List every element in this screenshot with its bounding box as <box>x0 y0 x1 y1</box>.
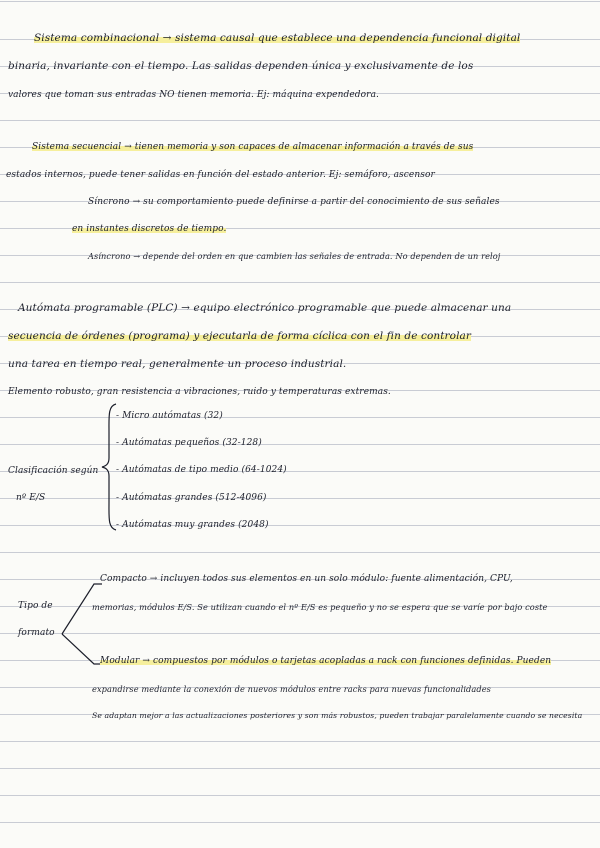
note-line <box>72 221 226 237</box>
note-line <box>92 599 547 615</box>
text-line: expandirse mediante la conexión de nuevos módulos entre racks para nuevas funcionalidades <box>92 684 491 694</box>
classification-item: - Micro autómatas (32) <box>116 411 223 421</box>
format-label: formato <box>18 628 55 638</box>
text-line: Asíncrono → depende del orden en que cambien las señales de entrada. No dependen de un reloj <box>88 251 501 261</box>
classification-item: - Autómatas grandes (512-4096) <box>116 493 267 503</box>
classification-item: - Autómatas pequeños (32-128) <box>116 438 262 448</box>
classification-item: - Autómatas muy grandes (2048) <box>116 520 269 530</box>
classification-item: - Autómatas de tipo medio (64-1024) <box>116 465 287 475</box>
note-line <box>100 653 551 669</box>
text-line: Sistema secuencial → tienen memoria y son capaces de almacenar información a través de sus <box>32 142 474 152</box>
text-line: Elemento robusto, gran resistencia a vibraciones, ruido y temperaturas extremas. <box>8 387 391 397</box>
note-line <box>8 58 473 74</box>
text-line: Autómata programable (PLC) → equipo electrónico programable que puede almacenar una <box>18 302 512 314</box>
text-line: Modular → compuestos por módulos o tarjetas acopladas a rack con funciones definidas. Pueden <box>100 656 552 666</box>
note-line <box>88 248 500 264</box>
note-line <box>32 139 473 155</box>
note-line <box>8 384 391 400</box>
note-line <box>18 300 511 316</box>
text-line: en instantes discretos de tiempo. <box>72 224 227 234</box>
note-line <box>6 167 435 183</box>
note-line <box>92 708 582 724</box>
note-line <box>8 356 346 372</box>
classification-label: Clasificación según <box>8 466 99 476</box>
text-line: Sistema combinacional → sistema causal que establece una dependencia funcional digital <box>34 32 521 44</box>
text-line: Síncrono → su comportamiento puede definirse a partir del conocimiento de sus señales <box>88 197 500 207</box>
text-line: una tarea en tiempo real, generalmente un proceso industrial. <box>8 358 347 370</box>
text-line: binaria, invariante con el tiempo. Las salidas dependen única y exclusivamente de los <box>8 60 474 72</box>
note-line <box>34 30 520 46</box>
note-line <box>100 571 513 587</box>
text-line: memorias, módulos E/S. Se utilizan cuando el nº E/S es pequeño y no se espera que se varíe por bajo coste <box>92 602 548 612</box>
note-line <box>92 681 491 697</box>
format-label: Tipo de <box>18 601 53 611</box>
text-line: valores que toman sus entradas NO tienen memoria. Ej: máquina expendedora. <box>8 90 379 100</box>
text-line: Se adaptan mejor a las actualizaciones posteriores y son más robustos, pueden trabajar paralelamente cuando se necesita <box>92 711 583 720</box>
note-line <box>8 87 379 103</box>
note-line <box>88 194 500 210</box>
text-line: secuencia de órdenes (programa) y ejecutarla de forma cíclica con el fin de controlar <box>8 330 472 342</box>
text-line: Compacto → incluyen todos sus elementos en un solo módulo: fuente alimentación, CPU, <box>100 574 513 584</box>
text-line: estados internos, puede tener salidas en función del estado anterior. Ej: semáforo, ascensor <box>6 170 435 180</box>
note-line <box>8 328 471 344</box>
classification-label: nº E/S <box>16 493 46 503</box>
